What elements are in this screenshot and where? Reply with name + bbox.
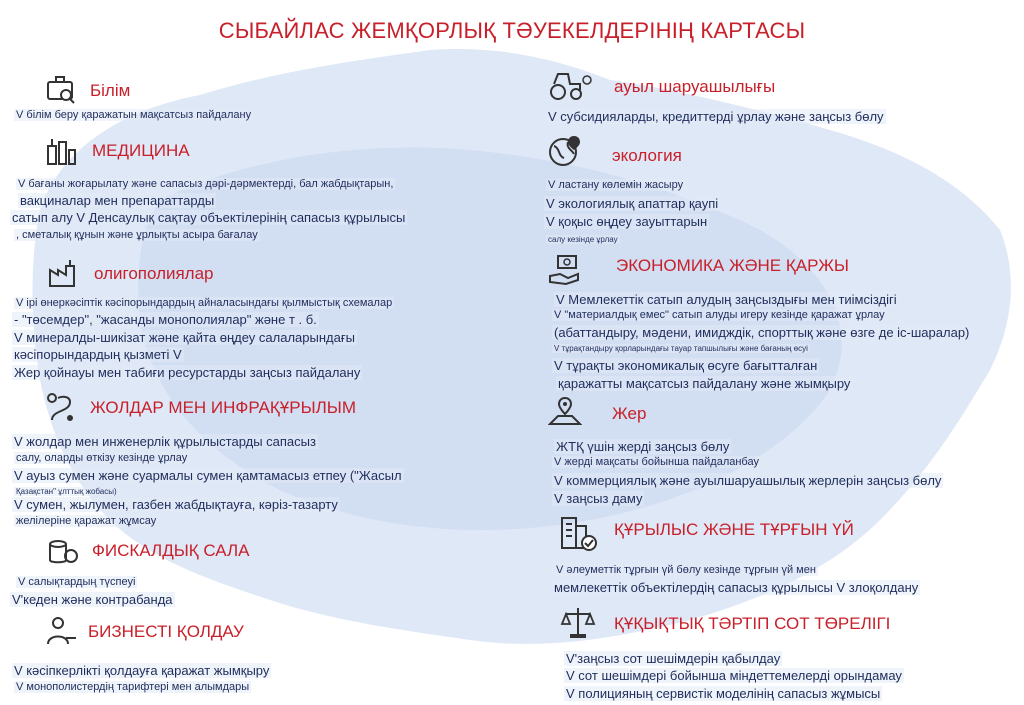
tractor-icon [548, 68, 592, 102]
agriculture-line-1: V субсидияларды, кредиттерді ұрлау және заңсыз бөлу [548, 109, 884, 124]
bilim-line-1: V білім беру қаражатын мақсатсыз пайдалану [16, 109, 252, 121]
route-icon [44, 390, 78, 424]
law-line-3: V полицияның сервистік моделінің сапасыз жұмысы [566, 686, 881, 701]
law-line-1: V'заңсыз сот шешімдерін қабылдау [566, 651, 781, 666]
medicine-line-4: , сметалық құнын және ұрлықты асыра бағалау [16, 229, 258, 241]
ecology-line-2: V экологиялық апаттар қаупі [546, 196, 719, 211]
medicine-line-3: сатып алу V Денсаулық сақтау объектілерінің сапасыз құрылысы [12, 210, 406, 225]
land-line-2: V жерді мақсаты бойынша пайдаланбау [554, 456, 759, 468]
oligopoly-line-1: V ірі өнеркәсіптік кәсіпорындардың айналасындағы қылмыстық схемалар [16, 297, 393, 309]
heading-construction: ҚҰРЫЛЫС ЖӘНЕ ТҰРҒЫН ҮЙ [614, 520, 854, 539]
heading-economy: ЭКОНОМИКА ЖӘНЕ ҚАРЖЫ [616, 256, 849, 275]
medicine-icon [44, 134, 78, 168]
roads-line-2: салу, оларды өткізу кезінде ұрлау [16, 452, 188, 464]
economy-line-4: V тұрақтандыру қорларындағы тауар тапшылығы және бағаның өсуі [554, 344, 808, 353]
coins-icon [46, 534, 80, 568]
oligopoly-line-5: Жер қойнауы мен табиғи ресурстарды заңсыз пайдалану [14, 365, 361, 380]
medicine-line-1: V бағаны жоғарылату және сапасыз дәрі-дәрмектерді, бал жабдықтарын, [18, 178, 394, 190]
page-title: СЫБАЙЛАС ЖЕМҚОРЛЫҚ ТӘУЕКЕЛДЕРІНІҢ КАРТАСЫ [218, 18, 806, 43]
roads-line-6: желілеріне қаражат жұмсау [16, 515, 157, 527]
heading-roads: ЖОЛДАР МЕН ИНФРАҚҰРЫЛЫМ [90, 398, 356, 417]
roads-line-3: V ауыз сумен және суармалы сумен қамтамасыз етпеу ("Жасыл [14, 468, 402, 483]
oligopoly-line-4: кәсіпорындардың қызметі V [14, 347, 182, 362]
ecology-line-3: V қоқыс өңдеу зауыттарын [546, 214, 708, 229]
ecology-line-1: V ластану көлемін жасыру [548, 179, 684, 191]
business-icon [44, 614, 78, 648]
economy-line-3: (абаттандыру, мәдени, имидждік, спорттық және өзге де іс-шаралар) [554, 325, 970, 340]
business-line-2: V монополистердің тарифтері мен алымдары [16, 681, 250, 693]
economy-line-2: V "материалдық емес" сатып алуды игеру кезінде қаражат ұрлау [554, 309, 885, 321]
scales-icon [560, 604, 596, 640]
globe-pin-icon [548, 134, 582, 168]
heading-medicine: МЕДИЦИНА [92, 141, 190, 160]
land-pin-icon [548, 396, 582, 430]
roads-line-5: V сумен, жылумен, газбен жабдықтауға, кәріз-тазарту [14, 497, 338, 512]
construction-line-2: мемлекеттік объектілердің сапасыз құрылысы V злоқолдану [554, 580, 919, 595]
economy-line-5: V тұрақты экономикалық өсуге бағытталған [554, 358, 818, 373]
fiscal-line-2: V'кеден және контрабанда [12, 592, 173, 607]
building-check-icon [558, 514, 598, 552]
factory-icon [46, 256, 80, 290]
oligopoly-line-2: - "төсемдер", "жасанды монополиялар" және т . б. [14, 312, 317, 327]
heading-business: БИЗНЕСТІ ҚОЛДАУ [88, 622, 244, 641]
ecology-line-4: салу кезінде ұрлау [548, 235, 618, 244]
construction-line-1: V әлеуметтік тұрғын үй бөлу кезінде тұрғын үй мен [556, 564, 816, 576]
heading-ecology: экология [612, 146, 682, 165]
heading-law: ҚҰҚЫҚТЫҚ ТӘРТІП СОТ ТӨРЕЛІГІ [614, 614, 891, 633]
medicine-line-2: вакциналар мен препараттарды [20, 193, 215, 208]
economy-line-1: V Мемлекеттік сатып алудың заңсыздығы мен тиімсіздігі [556, 292, 897, 307]
business-line-1: V кәсіпкерлікті қолдауға қаражат жымқыру [14, 663, 270, 678]
money-hand-icon [548, 252, 582, 286]
briefcase-icon [44, 72, 78, 106]
heading-land: Жер [612, 404, 647, 423]
fiscal-line-1: V салықтардың түспеуі [18, 576, 136, 588]
oligopoly-line-3: V минералды-шикізат және қайта өңдеу салаларындағы [14, 330, 355, 345]
economy-line-6: қаражатты мақсатсыз пайдалану және жымқыру [558, 376, 851, 391]
roads-line-1: V жолдар мен инженерлік құрылыстарды сапасыз [14, 434, 316, 449]
heading-agriculture: ауыл шаруашылығы [614, 77, 776, 96]
heading-bilim: Білім [90, 81, 131, 100]
law-line-2: V сот шешімдері бойынша міндеттемелерді орындамау [566, 668, 902, 683]
land-line-1: ЖТҚ үшін жерді заңсыз бөлу [556, 439, 730, 454]
heading-oligopoly: олигополиялар [94, 264, 214, 283]
heading-fiscal: ФИСКАЛДЫҚ САЛА [92, 541, 250, 560]
land-line-4: V заңсыз даму [554, 491, 643, 506]
land-line-3: V коммерциялық және ауылшаруашылық жерлерін заңсыз бөлу [554, 473, 942, 488]
roads-line-4: Қазақстан" ұлттық жобасы) [16, 487, 117, 496]
